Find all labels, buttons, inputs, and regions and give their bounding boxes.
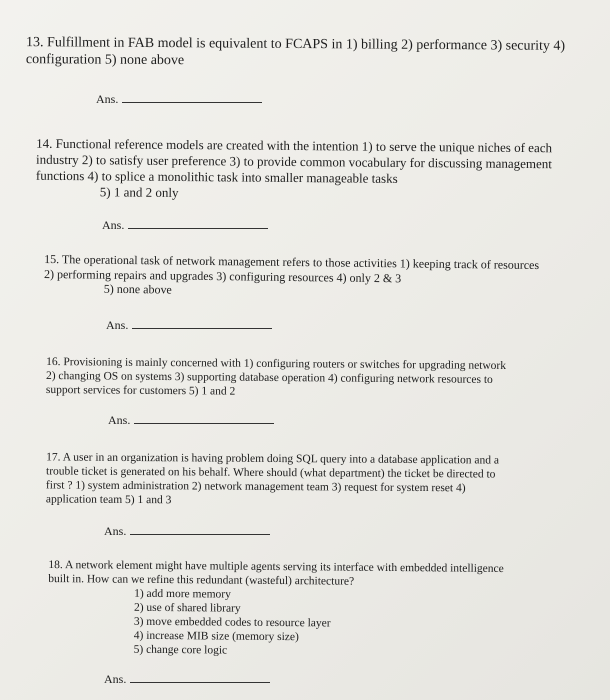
question-15-line-1: 15. The operational task of network management refers to those activities 1) keeping track of resources xyxy=(44,251,540,273)
question-18-line-2: built in. How can we refine this redundant (wasteful) architecture? xyxy=(48,573,355,588)
question-16 xyxy=(46,355,506,401)
answer-15-blank[interactable] xyxy=(132,319,272,329)
answer-17-blank[interactable] xyxy=(130,525,270,535)
answer-14 xyxy=(102,218,268,233)
question-14-line-4: 5) 1 and 2 only xyxy=(99,183,179,200)
answer-14-label: Ans. xyxy=(102,218,125,232)
answer-17 xyxy=(104,524,270,539)
question-18-line-1: 18. A network element might have multiple agents serving its interface with embedded intelligence xyxy=(48,559,504,575)
option-2: 2) use of shared library xyxy=(133,601,241,615)
question-16-line-2: 2) changing OS on systems 3) supporting database operation 4) configuring network resources to xyxy=(45,370,493,386)
option-1: 1) add more memory xyxy=(134,587,231,601)
question-13 xyxy=(26,34,565,72)
answer-17-label: Ans. xyxy=(104,524,127,538)
question-13-line-1: 13. Fulfillment in FAB model is equivalent to FCAPS in 1) billing 2) performance 3) security 4) xyxy=(26,35,566,54)
question-17 xyxy=(46,450,499,509)
option-3: 3) move embedded codes to resource layer xyxy=(133,615,331,630)
question-16-line-1: 16. Provisioning is mainly concerned with 1) configuring routers or switches for upgrading network xyxy=(46,355,507,373)
answer-18-blank[interactable] xyxy=(130,673,270,683)
answer-18 xyxy=(104,672,270,687)
question-15-line-2: 2) performing repairs and upgrades 3) configuring resources 4) only 2 & 3 xyxy=(43,266,402,285)
question-14-line-2: industry 2) to satisfy user preference 3) to provide common vocabulary for discussing management xyxy=(36,151,553,172)
answer-16 xyxy=(108,413,274,428)
answer-15-label: Ans. xyxy=(106,318,129,332)
question-17-line-4: application team 5) 1 and 3 xyxy=(45,493,172,507)
question-15-line-3: 5) none above xyxy=(103,281,172,297)
answer-13-label: Ans. xyxy=(96,92,119,106)
answer-13 xyxy=(96,92,262,107)
answer-16-blank[interactable] xyxy=(134,414,274,424)
answer-13-blank[interactable] xyxy=(122,93,262,103)
question-16-line-3: support services for customers 5) 1 and 2 xyxy=(45,384,236,398)
question-14-line-1: 14. Functional reference models are created with the intention 1) to serve the unique niches of each xyxy=(36,135,553,156)
answer-16-label: Ans. xyxy=(108,413,131,427)
answer-14-blank[interactable] xyxy=(128,219,268,229)
question-14-line-3: functions 4) to splice a monolithic task into smaller manageable tasks xyxy=(35,167,398,186)
question-18 xyxy=(48,558,504,660)
answer-15 xyxy=(106,318,272,333)
option-4: 4) increase MIB size (memory size) xyxy=(133,629,299,644)
question-17-line-1: 17. A user in an organization is having problem doing SQL query into a database application and a xyxy=(46,451,500,467)
question-17-line-2: trouble ticket is generated on his behalf. Where should (what department) the ticket be directed to xyxy=(46,465,496,481)
question-13-line-2: configuration 5) none above xyxy=(25,52,185,69)
question-17-line-3: first ? 1) system administration 2) network management team 3) request for system reset 4) xyxy=(45,479,466,495)
question-14 xyxy=(36,136,552,204)
question-18-options xyxy=(48,586,504,660)
answer-18-label: Ans. xyxy=(104,672,127,686)
option-5: 5) change core logic xyxy=(133,643,228,657)
question-15 xyxy=(44,252,539,302)
